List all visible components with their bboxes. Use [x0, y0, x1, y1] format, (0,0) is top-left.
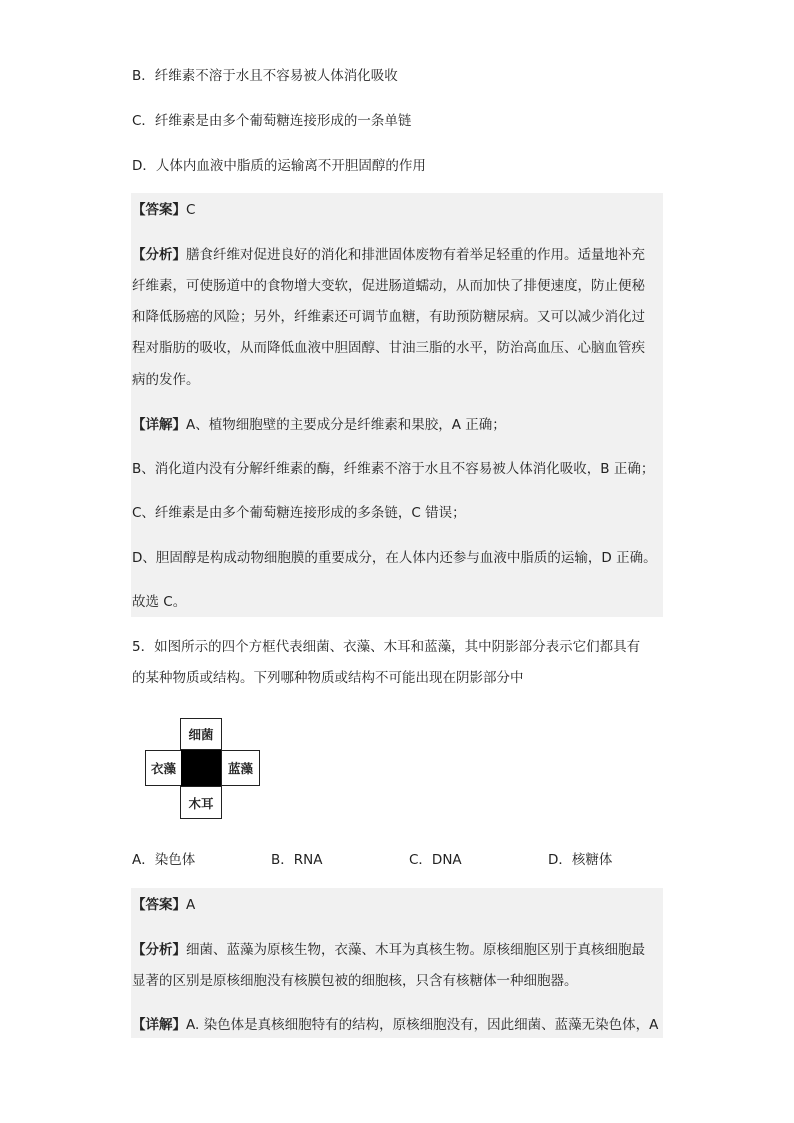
q5-stem-line-2: 的某种物质或结构。下列哪种物质或结构不可能出现在阴影部分中 [132, 670, 524, 686]
detail-tag: 【详解】 [132, 1017, 186, 1033]
box-top: 细菌 [180, 718, 222, 750]
q4-detail-line-5: 故选 C。 [132, 594, 187, 610]
box-right: 蓝藻 [221, 750, 260, 786]
detail-text: A. 染色体是真核细胞特有的结构，原核细胞没有，因此细菌、蓝藻无染色体，A [186, 1017, 659, 1033]
q5-option-c: C．DNA [409, 852, 462, 868]
q4-analysis-line-1 [132, 245, 645, 265]
q5-analysis-line-2: 显著的区别是原核细胞没有核膜包被的细胞核，只含有核糖体一种细胞器。 [132, 973, 578, 989]
q4-analysis-line-2: 纤维素，可使肠道中的食物增大变软，促进肠道蠕动，从而加快了排便速度，防止便秘 [132, 278, 645, 294]
option-c: C．纤维素是由多个葡萄糖连接形成的一条单链 [132, 113, 412, 129]
detail-tag: 【详解】 [132, 417, 186, 433]
answer-tag: 【答案】 [132, 202, 186, 218]
q4-detail-line-2: B、消化道内没有分解纤维素的酶，纤维素不溶于水且不容易被人体消化吸收，B 正确； [132, 461, 655, 477]
answer-tag: 【答案】 [132, 897, 186, 913]
q4-analysis-line-5: 病的发作。 [132, 372, 200, 388]
q5-answer [132, 895, 195, 915]
answer-value: C [186, 202, 196, 218]
detail-text: A、植物细胞壁的主要成分是纤维素和果胶，A 正确； [186, 417, 506, 433]
option-b: B．纤维素不溶于水且不容易被人体消化吸收 [132, 68, 398, 84]
q4-detail-line-3: C、纤维素是由多个葡萄糖连接形成的多条链，C 错误； [132, 505, 466, 521]
q5-option-a: A．染色体 [132, 852, 196, 868]
q4-answer [132, 200, 195, 220]
q5-detail-line-1 [132, 1015, 658, 1035]
q4-analysis-line-4: 程对脂肪的吸收，从而降低血液中胆固醇、甘油三脂的水平，防治高血压、心脑血管疾 [132, 340, 645, 356]
analysis-text: 细菌、蓝藻为原核生物，衣藻、木耳为真核生物。原核细胞区别于真核细胞最 [186, 942, 645, 958]
box-left: 衣藻 [145, 750, 182, 786]
option-d: D．人体内血液中脂质的运输离不开胆固醇的作用 [132, 158, 426, 174]
q4-detail-line-4: D、胆固醇是构成动物细胞膜的重要成分，在人体内还参与血液中脂质的运输，D 正确。 [132, 550, 657, 566]
q5-analysis-line-1 [132, 940, 645, 960]
q4-analysis-line-3: 和降低肠癌的风险；另外，纤维素还可调节血糖，有助预防糖尿病。又可以减少消化过 [132, 309, 645, 325]
q5-option-b: B．RNA [271, 852, 323, 868]
q5-stem-line-1: 5．如图所示的四个方框代表细菌、衣藻、木耳和蓝藻，其中阴影部分表示它们都具有 [132, 639, 641, 655]
analysis-tag: 【分析】 [132, 247, 186, 263]
q4-detail-line-1 [132, 415, 506, 435]
answer-value: A [186, 897, 196, 913]
shaded-overlap [181, 750, 222, 786]
box-bottom: 木耳 [180, 786, 222, 819]
q5-option-d: D．核糖体 [548, 852, 613, 868]
analysis-tag: 【分析】 [132, 942, 186, 958]
analysis-text: 膳食纤维对促进良好的消化和排泄固体废物有着举足轻重的作用。适量地补充 [186, 247, 645, 263]
